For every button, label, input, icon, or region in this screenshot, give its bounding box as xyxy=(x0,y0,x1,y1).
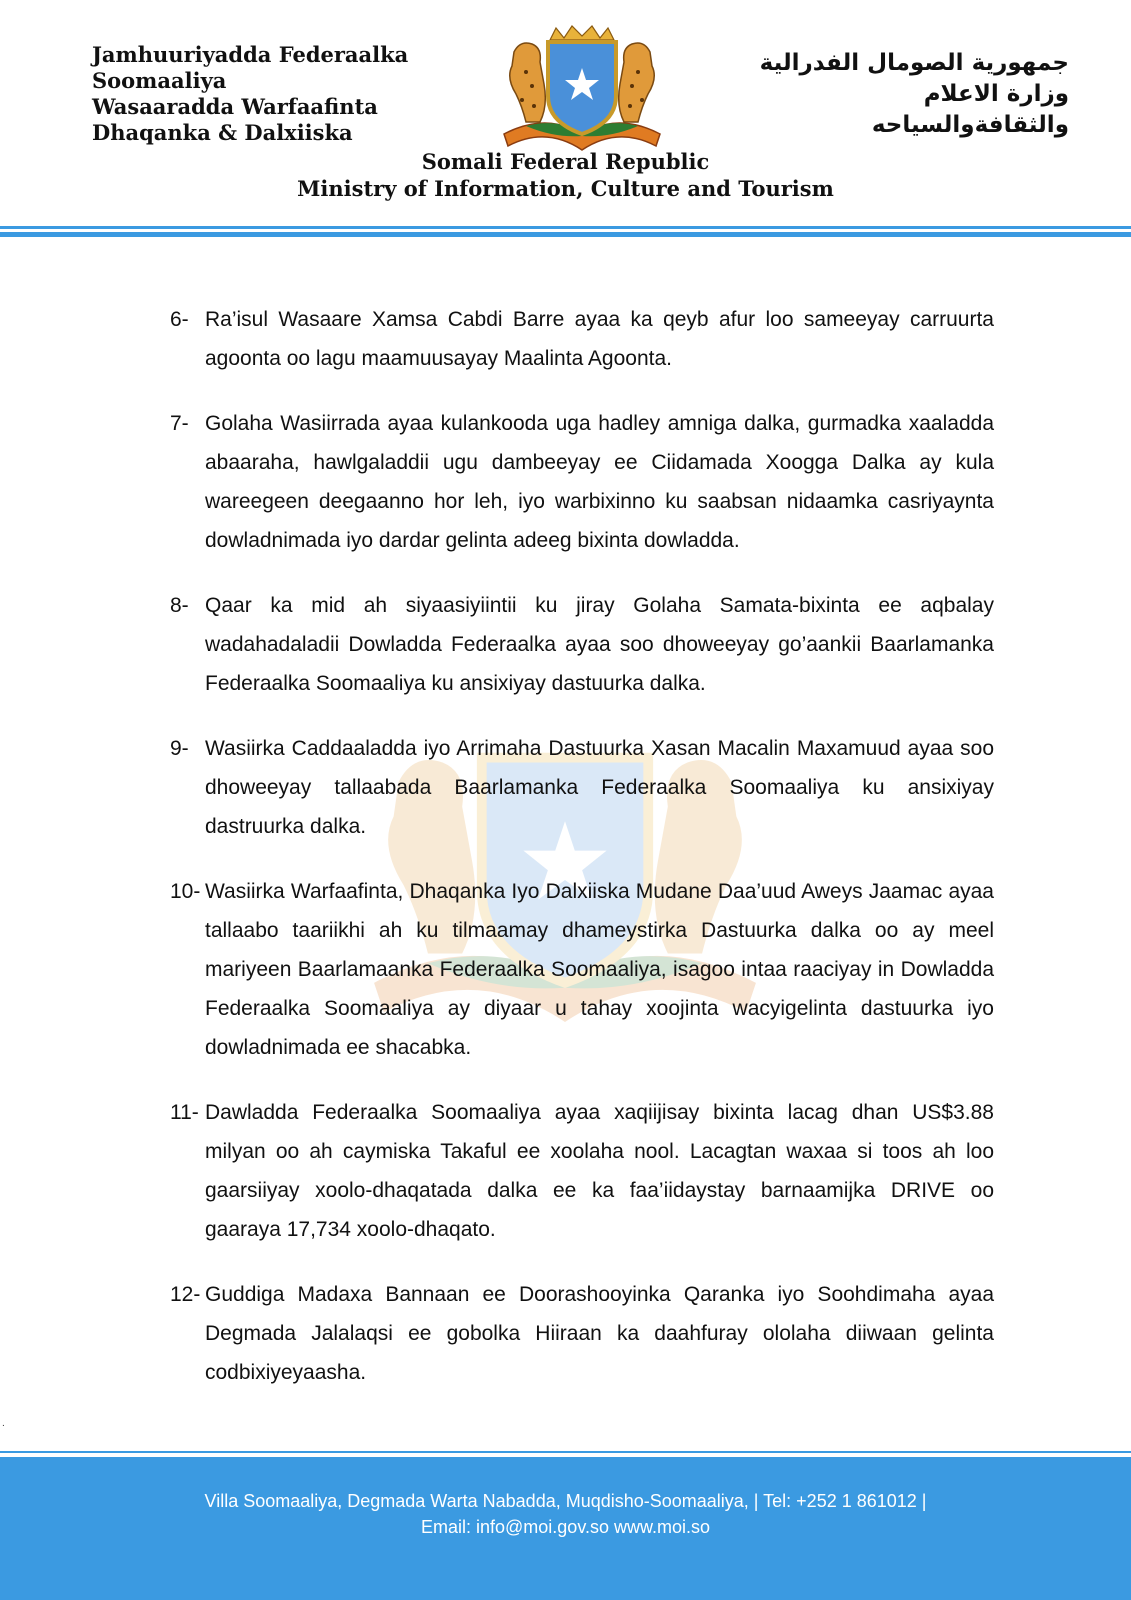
list-item xyxy=(170,872,994,1067)
header-english-title xyxy=(0,148,1131,202)
footer-divider xyxy=(0,1451,1131,1453)
item-number: 11- xyxy=(170,1101,199,1124)
list-item xyxy=(170,586,994,703)
header-english-line: Ministry of Information, Culture and Tourism xyxy=(297,176,834,201)
header-somali-line: Jamhuuriyadda Federaalka xyxy=(92,42,409,67)
list-item xyxy=(170,300,994,378)
item-number: 9- xyxy=(170,737,189,760)
footer-contact: Email: info@moi.gov.so www.moi.so xyxy=(420,1517,711,1537)
item-text: Qaar ka mid ah siyaasiyiintii ku jiray Golaha Samata-bixinta ee aqbalay wadahadaladii Dowladda Federaalka ayaa soo dhoweeyay go’aankii Baarlamanka Federaalka Soomaaliya ku ansixiyay dastuurka dalka. xyxy=(205,594,994,695)
header-arabic-line: والثقافةوالسياحه xyxy=(871,112,1069,138)
footer xyxy=(0,1457,1131,1600)
header-somali-line: Soomaaliya xyxy=(92,68,227,93)
item-text: Dawladda Federaalka Soomaaliya ayaa xaqiijisay bixinta lacag dhan US$3.88 milyan oo ah caymiska Takaful ee xoolaha nool. Lacagtan waxaa si toos ah loo gaarsiiyay xoolo-dhaqatada dalka ee ka faa’iidaystay barnaamijka DRIVE oo gaaraya 17,734 xoolo-dhaqato. xyxy=(205,1101,994,1241)
item-text: Ra’isul Wasaare Xamsa Cabdi Barre ayaa ka qeyb afur loo sameeyay carruurta agoonta oo lagu maamuusayay Maalinta Agoonta. xyxy=(205,308,994,370)
list-item xyxy=(170,1275,994,1392)
press-release-list xyxy=(170,300,994,1418)
header-arabic-line: جمهورية الصومال الفدرالية xyxy=(759,50,1069,76)
header-arabic-line: وزارة الاعلام xyxy=(923,81,1069,107)
item-number: 7- xyxy=(170,412,189,435)
list-item xyxy=(170,1093,994,1249)
item-number: 12- xyxy=(170,1283,201,1306)
item-text: Wasiirka Warfaafinta, Dhaqanka Iyo Dalxiiska Mudane Daa’uud Aweys Jaamac ayaa tallaabo taariikhi ah ku tilmaamay dhameystirka Dastuurka dalka oo ay meel mariyeen Baarlamaanka Federaalka Soomaaliya, isagoo intaa raaciyay in Dowladda Federaalka Soomaaliya ay diyaar u tahay xoojinta wacyigelinta dastuurka iyo dowladnimada ee shacabka. xyxy=(205,880,994,1059)
item-number: 8- xyxy=(170,594,189,617)
footer-address: Villa Soomaaliya, Degmada Warta Nabadda, Muqdisho-Soomaaliya, | Tel: +252 1 861012 | xyxy=(204,1491,927,1511)
item-number: 10- xyxy=(170,880,201,903)
list-item xyxy=(170,404,994,560)
item-text: Wasiirka Caddaaladda iyo Arrimaha Dastuurka Xasan Macalin Maxamuud ayaa soo dhoweeyay tallaabada Baarlamanka Federaalka Soomaaliya ku ansixiyay dastruurka dalka. xyxy=(205,737,994,838)
header-divider xyxy=(0,226,1131,229)
header-divider xyxy=(0,232,1131,237)
coat-of-arms-icon xyxy=(486,22,678,162)
list-item xyxy=(170,729,994,846)
header-somali-title xyxy=(92,42,408,146)
item-number: 6- xyxy=(170,308,189,331)
header-somali-line: Dhaqanka & Dalxiiska xyxy=(92,120,353,145)
item-text: Golaha Wasiirrada ayaa kulankooda uga hadley amniga dalka, gurmadka xaaladda abaaraha, hawlgaladdii ugu dambeeyay ee Ciidamada Xoogga Dalka ay kula wareegeen deegaanno hor leh, iyo warbixinno ku saabsan nidaamka casriyaynta dowladnimada iyo dardar gelinta adeeg bixinta dowladda. xyxy=(205,412,994,552)
header-english-line: Somali Federal Republic xyxy=(421,149,710,174)
item-text: Guddiga Madaxa Bannaan ee Doorashooyinka Qaranka iyo Soohdimaha ayaa Degmada Jalalaqsi ee gobolka Hiiraan ka daahfuray ololaha diiwaan gelinta codbixiyeyaasha. xyxy=(205,1283,994,1384)
header-somali-line: Wasaaradda Warfaafinta xyxy=(92,94,378,119)
header-arabic-title xyxy=(729,48,1069,141)
stray-mark: . xyxy=(2,1418,5,1429)
